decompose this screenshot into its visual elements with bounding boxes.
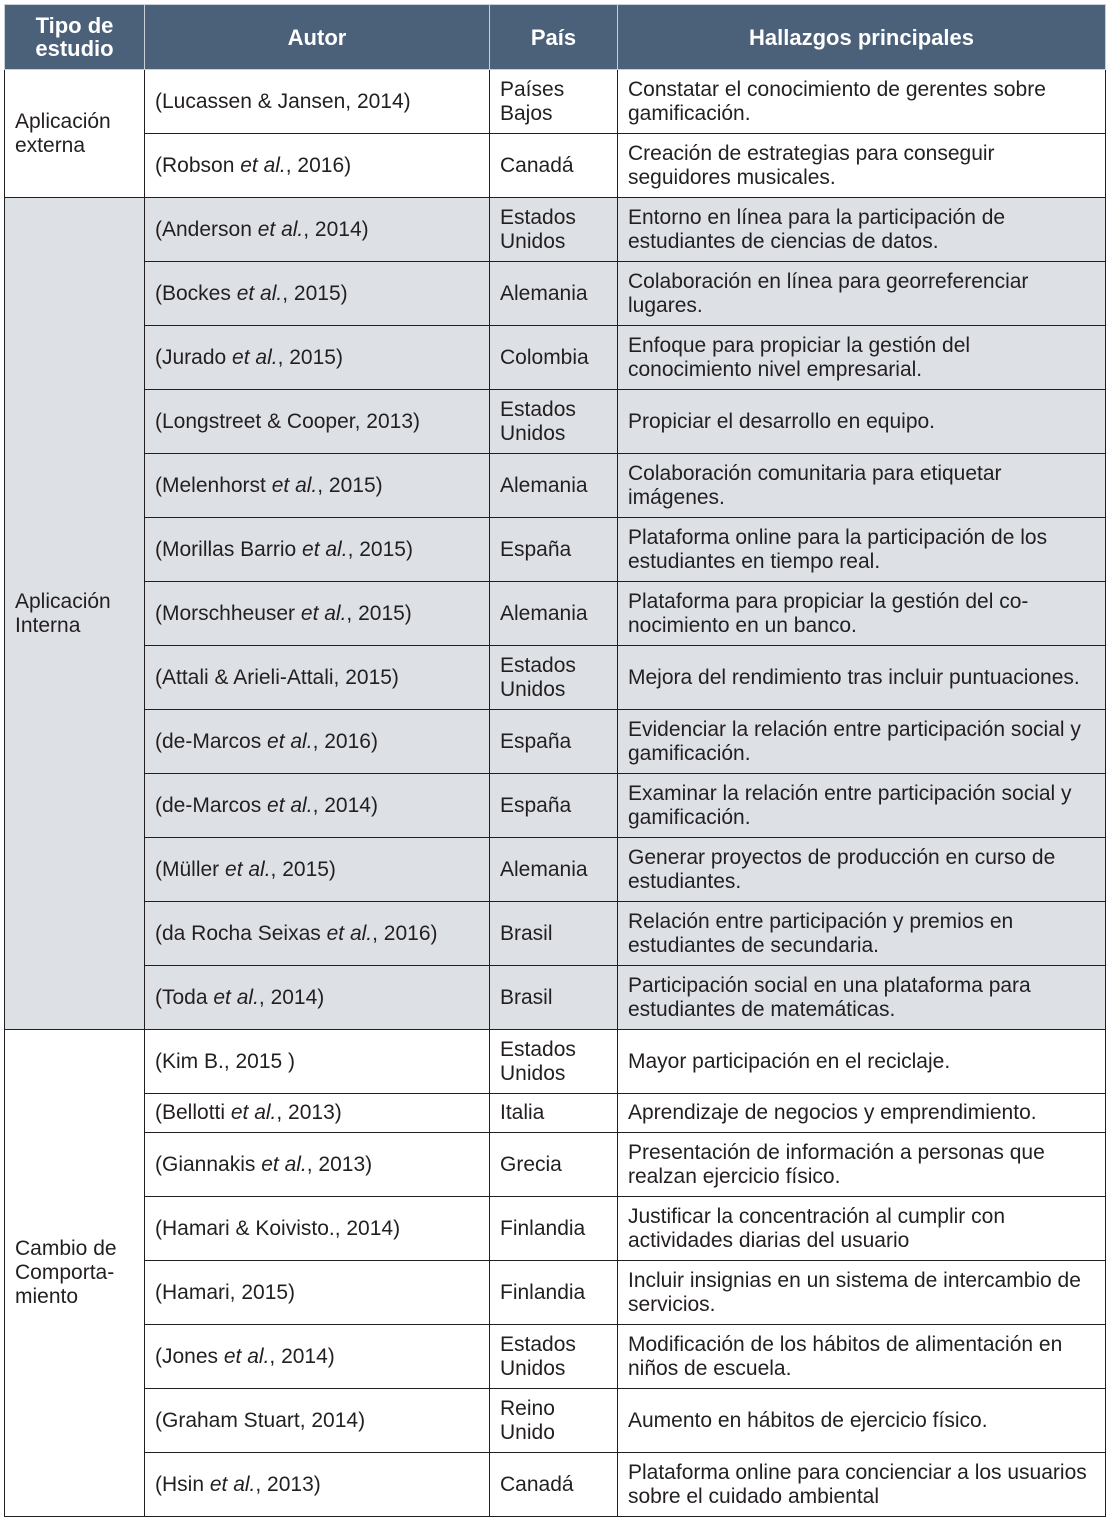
author-et-al: et al. — [225, 857, 271, 881]
table-row — [5, 70, 1106, 134]
author-name: (Jones — [155, 1344, 224, 1368]
table-row — [5, 1389, 1106, 1453]
country-cell: Italia — [490, 1094, 618, 1133]
country-cell: Brasil — [490, 966, 618, 1030]
author-cell — [145, 454, 490, 518]
table-row — [5, 838, 1106, 902]
author-cell — [145, 1453, 490, 1517]
finding-cell: Modificación de los hábitos de alimentación en niños de escuela. — [618, 1325, 1106, 1389]
finding-cell: Propiciar el desarrollo en equipo. — [618, 390, 1106, 454]
author-year: , 2013) — [306, 1152, 373, 1176]
country-cell: Canadá — [490, 1453, 618, 1517]
author-et-al: et al. — [300, 601, 347, 625]
author-name: (Toda — [155, 985, 214, 1009]
table-row — [5, 326, 1106, 390]
table-row — [5, 774, 1106, 838]
finding-cell: Plataforma para propiciar la gestión del co-nocimiento en un banco. — [618, 582, 1106, 646]
author-cell — [145, 70, 490, 134]
author-et-al: et al. — [267, 729, 313, 753]
table-row — [5, 646, 1106, 710]
author-cell — [145, 710, 490, 774]
country-cell: Grecia — [490, 1133, 618, 1197]
table-row — [5, 966, 1106, 1030]
author-cell — [145, 262, 490, 326]
country-cell: Estados Unidos — [490, 1325, 618, 1389]
author-year: , 2015) — [346, 601, 412, 625]
author-year: , 2015) — [282, 281, 348, 305]
country-cell: Colombia — [490, 326, 618, 390]
table-row — [5, 262, 1106, 326]
author-year: , 2015) — [347, 537, 413, 561]
author-name: (Bellotti — [155, 1101, 231, 1124]
country-cell: España — [490, 518, 618, 582]
author-cell — [145, 134, 490, 198]
author-name: (Giannakis — [155, 1152, 262, 1176]
author-year: , 2015) — [317, 473, 383, 497]
country-cell: Finlandia — [490, 1261, 618, 1325]
table-row — [5, 1453, 1106, 1517]
author-cell — [145, 646, 490, 710]
header-pais: País — [490, 5, 618, 70]
author-cell — [145, 1094, 490, 1133]
author-cell — [145, 518, 490, 582]
finding-cell: Mayor participación en el reciclaje. — [618, 1030, 1106, 1094]
author-name: (Müller — [155, 857, 226, 881]
author-name: (Longstreet & Cooper, 2013) — [155, 409, 421, 433]
author-cell — [145, 1325, 490, 1389]
finding-cell: Enfoque para propiciar la gestión del conocimiento nivel empresarial. — [618, 326, 1106, 390]
author-name: (Anderson — [155, 217, 258, 241]
author-year: , 2015) — [277, 345, 343, 369]
author-cell — [145, 774, 490, 838]
table-row — [5, 390, 1106, 454]
author-name: (Graham Stuart, 2014) — [155, 1408, 366, 1432]
author-name: (Bockes — [155, 281, 237, 305]
header-autor: Autor — [145, 5, 490, 70]
author-et-al: et al. — [240, 153, 286, 177]
country-cell: Alemania — [490, 262, 618, 326]
author-name: (Robson — [155, 153, 241, 177]
finding-cell: Aumento en hábitos de ejercicio físico. — [618, 1389, 1106, 1453]
author-year: , 2015) — [270, 857, 336, 881]
table-row — [5, 134, 1106, 198]
author-name: (Morillas Barrio — [155, 537, 303, 561]
author-year: , 2013) — [255, 1472, 321, 1496]
author-name: (Melenhorst — [155, 473, 272, 497]
country-cell: Canadá — [490, 134, 618, 198]
table-row — [5, 902, 1106, 966]
author-et-al: et al. — [223, 1344, 270, 1368]
country-cell: Estados Unidos — [490, 646, 618, 710]
author-year: , 2014) — [269, 1344, 335, 1368]
author-year: , 2016) — [285, 153, 352, 177]
finding-cell: Creación de estrategias para conseguir seguidores musicales. — [618, 134, 1106, 198]
table-row — [5, 1197, 1106, 1261]
finding-cell: Incluir insignias en un sistema de intercambio de servicios. — [618, 1261, 1106, 1325]
author-name: (Hamari & Koivisto., 2014) — [155, 1216, 401, 1240]
study-type-cell: Cambio de Comporta-miento — [5, 1030, 145, 1517]
country-cell: Finlandia — [490, 1197, 618, 1261]
author-year: , 2016) — [372, 921, 438, 945]
country-cell: Estados Unidos — [490, 198, 618, 262]
finding-cell: Presentación de información a personas que realzan ejercicio físico. — [618, 1133, 1106, 1197]
author-cell — [145, 838, 490, 902]
author-cell — [145, 1133, 490, 1197]
table-row — [5, 1325, 1106, 1389]
finding-cell: Generar proyectos de producción en curso de estudiantes. — [618, 838, 1106, 902]
author-et-al: et al. — [236, 281, 283, 305]
country-cell: Estados Unidos — [490, 1030, 618, 1094]
country-cell: Brasil — [490, 902, 618, 966]
author-name: (de-Marcos — [155, 729, 268, 753]
header-hallazgos: Hallazgos principales — [618, 5, 1106, 70]
author-name: (Lucassen & Jansen, 2014) — [155, 89, 411, 113]
author-name: (Morschheuser — [155, 601, 301, 625]
finding-cell: Entorno en línea para la participación de estudiantes de ciencias de datos. — [618, 198, 1106, 262]
country-cell: Alemania — [490, 838, 618, 902]
author-year: , 2014) — [303, 217, 369, 241]
table-row — [5, 1261, 1106, 1325]
header-tipo: Tipo de estudio — [5, 5, 145, 70]
author-cell — [145, 326, 490, 390]
table-row — [5, 1094, 1106, 1133]
author-cell — [145, 1030, 490, 1094]
author-cell — [145, 1389, 490, 1453]
table-row — [5, 1030, 1106, 1094]
table-row — [5, 710, 1106, 774]
finding-cell: Constatar el conocimiento de gerentes sobre gamificación. — [618, 70, 1106, 134]
author-et-al: et al. — [213, 985, 259, 1009]
author-cell — [145, 1261, 490, 1325]
author-year: , 2014) — [258, 985, 325, 1009]
author-et-al: et al. — [257, 217, 304, 241]
finding-cell: Plataforma online para la participación de los estudiantes en tiempo real. — [618, 518, 1106, 582]
header-row — [5, 5, 1106, 70]
country-cell: Países Bajos — [490, 70, 618, 134]
author-year: , 2016) — [312, 729, 378, 753]
author-cell — [145, 1197, 490, 1261]
author-et-al: et al. — [267, 793, 313, 817]
author-et-al: et al. — [302, 537, 348, 561]
author-et-al: et al. — [271, 473, 318, 497]
finding-cell: Colaboración comunitaria para etiquetar imágenes. — [618, 454, 1106, 518]
finding-cell: Examinar la relación entre participación social y gamificación. — [618, 774, 1106, 838]
finding-cell: Participación social en una plataforma para estudiantes de matemáticas. — [618, 966, 1106, 1030]
table-row — [5, 518, 1106, 582]
studies-table — [4, 4, 1106, 1517]
table-row — [5, 454, 1106, 518]
country-cell: España — [490, 774, 618, 838]
author-et-al: et al. — [326, 921, 373, 945]
author-name: (Kim B., 2015 ) — [155, 1049, 296, 1073]
author-cell — [145, 902, 490, 966]
country-cell: España — [490, 710, 618, 774]
author-name: (Jurado — [155, 345, 233, 369]
country-cell: Reino Unido — [490, 1389, 618, 1453]
finding-cell: Aprendizaje de negocios y emprendimiento. — [618, 1094, 1106, 1133]
country-cell: Alemania — [490, 454, 618, 518]
author-et-al: et al. — [230, 1101, 277, 1124]
author-name: (de-Marcos — [155, 793, 268, 817]
author-year: , 2013) — [276, 1101, 342, 1124]
finding-cell: Colaboración en línea para georreferenciar lugares. — [618, 262, 1106, 326]
author-et-al: et al. — [261, 1152, 307, 1176]
author-et-al: et al. — [209, 1472, 256, 1496]
country-cell: Estados Unidos — [490, 390, 618, 454]
author-cell — [145, 198, 490, 262]
table-row — [5, 1133, 1106, 1197]
author-name: (Attali & Arieli-Attali, 2015) — [155, 665, 399, 689]
author-name: (Hsin — [155, 1472, 210, 1496]
finding-cell: Evidenciar la relación entre participación social y gamificación. — [618, 710, 1106, 774]
table-body — [5, 70, 1106, 1517]
study-type-cell: Aplicación externa — [5, 70, 145, 198]
author-cell — [145, 390, 490, 454]
finding-cell: Plataforma online para concienciar a los usuarios sobre el cuidado ambiental — [618, 1453, 1106, 1517]
author-cell — [145, 582, 490, 646]
table-row — [5, 582, 1106, 646]
finding-cell: Mejora del rendimiento tras incluir puntuaciones. — [618, 646, 1106, 710]
author-name: (Hamari, 2015) — [155, 1280, 296, 1304]
author-cell — [145, 966, 490, 1030]
study-type-cell: Aplicación Interna — [5, 198, 145, 1030]
finding-cell: Relación entre participación y premios en estudiantes de secundaria. — [618, 902, 1106, 966]
country-cell: Alemania — [490, 582, 618, 646]
author-name: (da Rocha Seixas — [155, 921, 327, 945]
author-et-al: et al. — [232, 345, 278, 369]
author-year: , 2014) — [312, 793, 378, 817]
finding-cell: Justificar la concentración al cumplir con actividades diarias del usuario — [618, 1197, 1106, 1261]
table-row — [5, 198, 1106, 262]
